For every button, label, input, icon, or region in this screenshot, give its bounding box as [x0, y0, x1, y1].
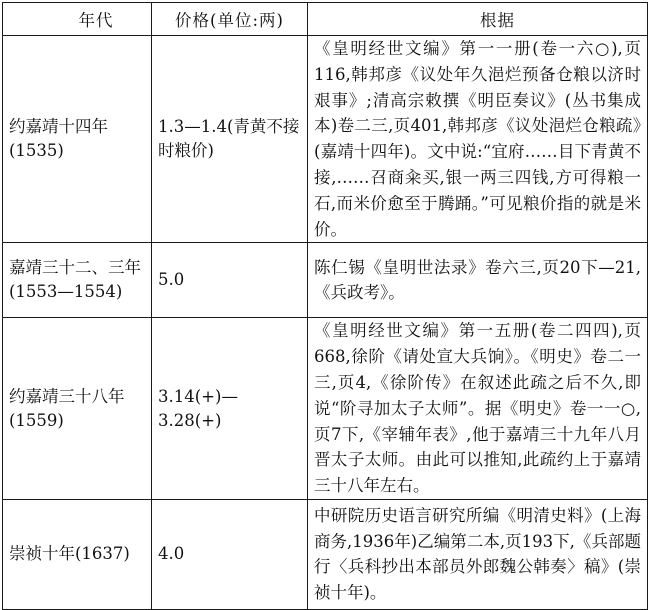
table-row	[3, 36, 648, 243]
price-cell: 4.0	[152, 499, 308, 609]
era-cell: 崇祯十年(1637)	[3, 499, 152, 609]
era-cell: 约嘉靖十四年(1535)	[3, 36, 152, 243]
table-row	[3, 243, 648, 318]
price-table	[2, 2, 648, 610]
basis-cell: 陈仁锡《皇明世法录》卷六三,页20下—21,《兵政考》。	[308, 243, 648, 318]
price-cell: 1.3—1.4(青黄不接时粮价)	[152, 36, 308, 243]
era-cell: 约嘉靖三十八年(1559)	[3, 318, 152, 500]
basis-cell: 《皇明经世文编》第一一册(卷一六○),页116,韩邦彦《议处年久浥烂预备仓粮以济时艰事》;清高宗敕撰《明臣奏议》(丛书集成本)卷二三,页401,韩邦彦《议处浥烂仓粮疏》(嘉靖十四年)。文中说:“宜府……目下青黄不接,……召商籴买,银一两三四钱,方可得粮一石,而米价愈至于腾踊。”可见粮价指的就是米价。	[308, 36, 648, 243]
price-cell: 5.0	[152, 243, 308, 318]
header-price: 价格(单位:两)	[152, 3, 308, 36]
header-row	[3, 3, 648, 36]
basis-cell: 中研院历史语言研究所编《明清史料》(上海商务,1936年)乙编第二本,页193下,《兵部题行〈兵科抄出本部员外郎魏公韩奏〉稿》(崇祯十年)。	[308, 499, 648, 609]
header-era: 年代	[3, 3, 152, 36]
table-row	[3, 499, 648, 609]
era-cell: 嘉靖三十二、三年(1553—1554)	[3, 243, 152, 318]
basis-cell: 《皇明经世文编》第一五册(卷二四四),页668,徐阶《请处宣大兵饷》。《明史》卷二一三,页4,《徐阶传》在叙述此疏之后不久,即说“阶寻加太子太师”。据《明史》卷一一○,页7下,《宰辅年表》,他于嘉靖三十九年八月晋太子太师。由此可以推知,此疏约上于嘉靖三十八年左右。	[308, 318, 648, 500]
header-basis: 根据	[308, 3, 648, 36]
price-cell: 3.14(+)—3.28(+)	[152, 318, 308, 500]
table-row	[3, 318, 648, 500]
